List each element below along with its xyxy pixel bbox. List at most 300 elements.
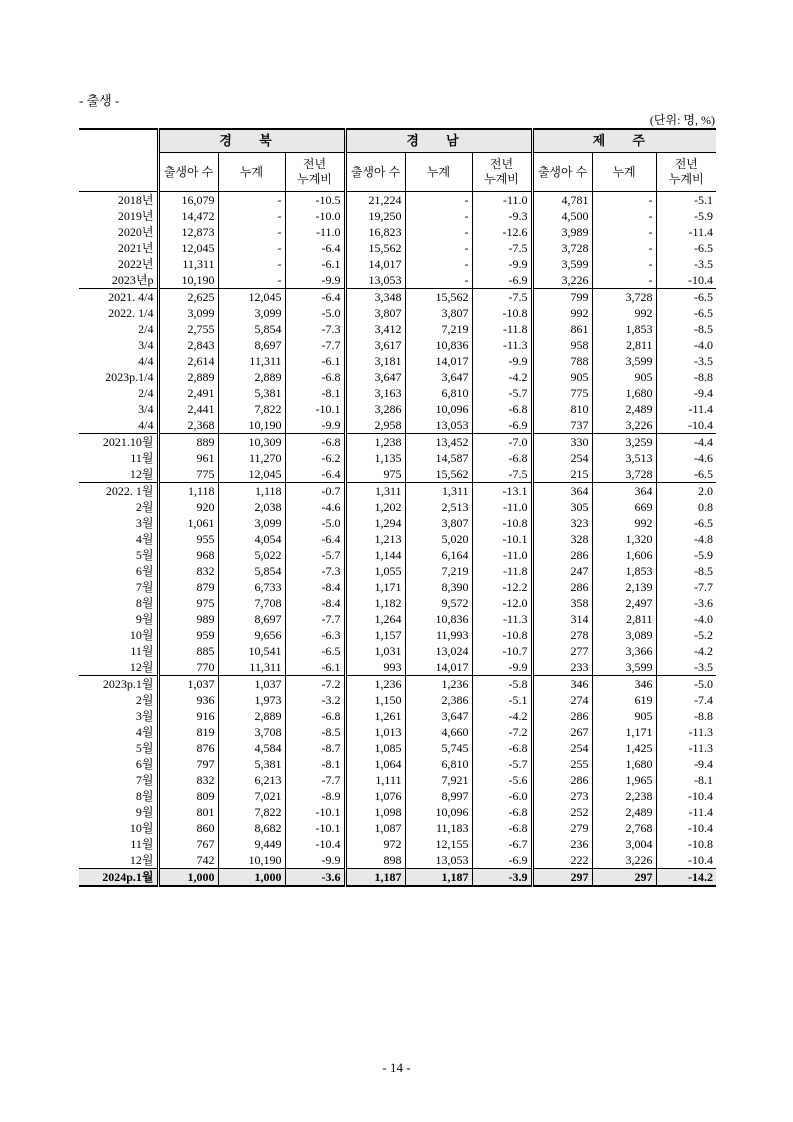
region-jeju: 제 주	[532, 129, 716, 153]
cell-g-1: 10,309	[218, 434, 285, 451]
table-row	[79, 563, 716, 579]
cell-n-1: 2,386	[405, 692, 472, 708]
row-label: 2018년	[117, 193, 154, 207]
cell-n-2: -11.0	[472, 499, 532, 515]
cell-n-1: -	[405, 256, 472, 272]
cell-n-2: -10.8	[472, 627, 532, 643]
cell-g-2: -10.0	[285, 208, 345, 224]
cell-g-2: -6.2	[285, 450, 345, 466]
cell-j-1: 364	[592, 483, 656, 500]
cell-g-2: -10.1	[285, 804, 345, 820]
cell-g-2: -6.4	[285, 240, 345, 256]
cell-n-2: -7.5	[472, 240, 532, 256]
cell-n-2: -6.7	[472, 836, 532, 852]
cell-n-2: -11.8	[472, 321, 532, 337]
cell-n-2: -6.8	[472, 450, 532, 466]
cell-j-0: 861	[532, 321, 592, 337]
cell-j-0: 810	[532, 401, 592, 417]
cell-n-0: 1,064	[345, 756, 405, 772]
cell-g-1: 7,822	[218, 401, 285, 417]
cell-j-2: -5.2	[656, 627, 716, 643]
cell-n-1: 3,647	[405, 708, 472, 724]
cell-j-1: -	[592, 224, 656, 240]
cell-n-1: 9,572	[405, 595, 472, 611]
cell-g-0: 12,045	[158, 240, 218, 256]
cell-g-2: -4.6	[285, 499, 345, 515]
cell-j-1: 992	[592, 515, 656, 531]
cell-j-0: 286	[532, 547, 592, 563]
region-gyeongbuk: 경 북	[158, 129, 345, 153]
table-row	[79, 724, 716, 740]
cell-j-0: 278	[532, 627, 592, 643]
cell-j-0: 247	[532, 563, 592, 579]
cell-n-2: -10.1	[472, 531, 532, 547]
cell-n-0: 1,111	[345, 772, 405, 788]
cell-j-0: 358	[532, 595, 592, 611]
cell-g-1: 4,054	[218, 531, 285, 547]
cell-j-2: -6.5	[656, 289, 716, 306]
cell-g-1: 3,099	[218, 515, 285, 531]
cell-g-0: 860	[158, 820, 218, 836]
cell-g-2: -9.9	[285, 272, 345, 289]
table-row	[79, 547, 716, 563]
cell-n-1: 10,096	[405, 804, 472, 820]
cell-n-0: 1,261	[345, 708, 405, 724]
table-row	[79, 756, 716, 772]
cell-j-0: 364	[532, 483, 592, 500]
cell-j-2: 0.8	[656, 499, 716, 515]
region-header-row	[79, 129, 716, 153]
cell-n-0: 1,187	[345, 869, 405, 887]
table-row	[79, 385, 716, 401]
cell-n-1: -	[405, 240, 472, 256]
row-label: 2022년	[117, 257, 154, 271]
cell-n-1: 2,513	[405, 499, 472, 515]
cell-j-1: 619	[592, 692, 656, 708]
cell-g-2: -3.2	[285, 692, 345, 708]
cell-g-1: 8,697	[218, 337, 285, 353]
cell-g-1: 4,584	[218, 740, 285, 756]
cell-j-2: -10.4	[656, 417, 716, 434]
cell-n-0: 13,053	[345, 272, 405, 289]
row-label: 2022. 1월	[79, 483, 158, 500]
table-row	[79, 417, 716, 434]
row-label: 2/4	[138, 386, 154, 400]
cell-g-0: 876	[158, 740, 218, 756]
cell-j-2: -11.4	[656, 401, 716, 417]
cell-j-0: 323	[532, 515, 592, 531]
cell-j-1: 2,811	[592, 611, 656, 627]
cell-n-0: 1,213	[345, 531, 405, 547]
cell-n-2: -5.1	[472, 692, 532, 708]
row-label: 2019년	[117, 209, 154, 223]
cell-g-1: 7,708	[218, 595, 285, 611]
cell-g-2: -6.1	[285, 256, 345, 272]
cell-n-0: 1,135	[345, 450, 405, 466]
cell-g-1: 3,708	[218, 724, 285, 740]
cell-j-1: -	[592, 240, 656, 256]
cell-n-1: 1,311	[405, 483, 472, 500]
cell-j-2: -10.4	[656, 852, 716, 869]
table-row	[79, 305, 716, 321]
cell-j-2: -9.4	[656, 385, 716, 401]
cell-g-2: -9.9	[285, 417, 345, 434]
cell-j-1: 669	[592, 499, 656, 515]
table-row	[79, 531, 716, 547]
cell-g-1: 9,656	[218, 627, 285, 643]
cell-j-2: -11.4	[656, 804, 716, 820]
cell-g-1: 3,099	[218, 305, 285, 321]
cell-j-2: -6.5	[656, 466, 716, 483]
cell-j-1: 3,366	[592, 643, 656, 659]
cell-j-0: 236	[532, 836, 592, 852]
cell-n-1: 15,562	[405, 466, 472, 483]
row-label: 3월	[135, 709, 154, 723]
cell-n-0: 993	[345, 659, 405, 676]
cell-g-2: -8.9	[285, 788, 345, 804]
row-label: 3월	[135, 516, 154, 530]
table-row	[79, 272, 716, 289]
cell-g-1: -	[218, 272, 285, 289]
cell-n-0: 16,823	[345, 224, 405, 240]
cell-g-2: -7.3	[285, 563, 345, 579]
cell-n-0: 1,294	[345, 515, 405, 531]
cell-j-0: 215	[532, 466, 592, 483]
cell-j-0: 274	[532, 692, 592, 708]
table-row	[79, 256, 716, 272]
table-row	[79, 434, 716, 451]
cell-n-2: -7.5	[472, 466, 532, 483]
cell-g-2: -11.0	[285, 224, 345, 240]
table-row	[79, 401, 716, 417]
cell-n-0: 19,250	[345, 208, 405, 224]
cell-n-0: 21,224	[345, 192, 405, 209]
table-row	[79, 740, 716, 756]
cell-g-1: -	[218, 256, 285, 272]
cell-j-0: 992	[532, 305, 592, 321]
cell-g-2: -6.3	[285, 627, 345, 643]
cell-j-2: -5.0	[656, 676, 716, 693]
cell-n-1: 1,236	[405, 676, 472, 693]
table-row	[79, 483, 716, 500]
cell-j-1: 3,599	[592, 659, 656, 676]
cell-g-1: 10,541	[218, 643, 285, 659]
cell-g-1: 2,889	[218, 369, 285, 385]
cell-j-0: 252	[532, 804, 592, 820]
cell-n-1: 8,390	[405, 579, 472, 595]
cell-g-1: 5,022	[218, 547, 285, 563]
row-label: 10월	[129, 821, 154, 835]
cell-g-1: 11,311	[218, 353, 285, 369]
col-cumulative: 누계	[218, 153, 285, 192]
cell-n-0: 898	[345, 852, 405, 869]
cell-j-0: 958	[532, 337, 592, 353]
cell-n-2: -13.1	[472, 483, 532, 500]
cell-j-2: -6.5	[656, 515, 716, 531]
cell-j-2: -3.5	[656, 659, 716, 676]
cell-n-0: 15,562	[345, 240, 405, 256]
cell-g-1: 6,213	[218, 772, 285, 788]
cell-j-1: -	[592, 208, 656, 224]
cell-j-2: -10.4	[656, 788, 716, 804]
cell-j-2: -9.4	[656, 756, 716, 772]
table-row	[79, 772, 716, 788]
cell-n-2: -5.8	[472, 676, 532, 693]
cell-n-2: -12.2	[472, 579, 532, 595]
row-label: 9월	[135, 612, 154, 626]
table-row	[79, 289, 716, 306]
cell-n-0: 1,238	[345, 434, 405, 451]
cell-n-0: 1,031	[345, 643, 405, 659]
cell-j-0: 233	[532, 659, 592, 676]
cell-g-1: 5,381	[218, 385, 285, 401]
cell-j-2: -5.9	[656, 208, 716, 224]
cell-j-0: 286	[532, 708, 592, 724]
cell-g-1: 1,037	[218, 676, 285, 693]
cell-j-1: 905	[592, 708, 656, 724]
row-label: 11월	[130, 644, 154, 658]
cell-j-2: -6.5	[656, 305, 716, 321]
cell-j-0: 4,781	[532, 192, 592, 209]
cell-j-1: 2,768	[592, 820, 656, 836]
cell-n-2: -6.9	[472, 852, 532, 869]
cell-g-0: 797	[158, 756, 218, 772]
cell-n-0: 3,647	[345, 369, 405, 385]
cell-j-1: 346	[592, 676, 656, 693]
cell-j-2: -3.6	[656, 595, 716, 611]
col-births: 출생아 수	[158, 153, 218, 192]
cell-n-2: -11.0	[472, 192, 532, 209]
cell-j-1: 1,425	[592, 740, 656, 756]
cell-n-1: 13,053	[405, 852, 472, 869]
cell-g-0: 959	[158, 627, 218, 643]
cell-j-2: -14.2	[656, 869, 716, 887]
cell-g-0: 885	[158, 643, 218, 659]
cell-n-2: -9.3	[472, 208, 532, 224]
cell-g-0: 916	[158, 708, 218, 724]
cell-j-2: -8.1	[656, 772, 716, 788]
cell-j-1: 1,680	[592, 756, 656, 772]
cell-g-1: 10,190	[218, 852, 285, 869]
cell-j-1: 2,238	[592, 788, 656, 804]
cell-g-1: 2,038	[218, 499, 285, 515]
cell-j-0: 286	[532, 772, 592, 788]
cell-j-0: 254	[532, 740, 592, 756]
table-row	[79, 192, 716, 209]
cell-n-0: 1,055	[345, 563, 405, 579]
cell-g-0: 10,190	[158, 272, 218, 289]
row-label: 2023p.1월	[79, 676, 158, 693]
cell-j-2: -4.4	[656, 434, 716, 451]
cell-n-1: 15,562	[405, 289, 472, 306]
row-label: 4월	[135, 725, 154, 739]
cell-n-2: -7.0	[472, 434, 532, 451]
row-label: 3/4	[138, 338, 154, 352]
cell-n-1: 6,810	[405, 385, 472, 401]
cell-j-1: 297	[592, 869, 656, 887]
cell-n-0: 1,144	[345, 547, 405, 563]
cell-g-0: 1,037	[158, 676, 218, 693]
cell-n-2: -11.8	[472, 563, 532, 579]
cell-n-1: 14,017	[405, 659, 472, 676]
cell-n-1: 13,452	[405, 434, 472, 451]
cell-g-2: -5.0	[285, 515, 345, 531]
cell-j-1: 2,811	[592, 337, 656, 353]
cell-g-0: 975	[158, 595, 218, 611]
cell-n-0: 1,150	[345, 692, 405, 708]
cell-g-2: -6.4	[285, 289, 345, 306]
cell-n-2: -6.9	[472, 417, 532, 434]
cell-n-0: 1,076	[345, 788, 405, 804]
cell-g-2: -5.7	[285, 547, 345, 563]
cell-j-2: -6.5	[656, 240, 716, 256]
cell-n-1: 7,219	[405, 321, 472, 337]
cell-j-2: -7.7	[656, 579, 716, 595]
cell-n-0: 975	[345, 466, 405, 483]
cell-j-1: 3,089	[592, 627, 656, 643]
cell-n-0: 3,181	[345, 353, 405, 369]
cell-g-2: -9.9	[285, 852, 345, 869]
cell-g-1: 5,854	[218, 321, 285, 337]
cell-n-0: 2,958	[345, 417, 405, 434]
row-label: 9월	[135, 805, 154, 819]
row-label: 2023p.1/4	[105, 370, 154, 384]
cell-j-2: -8.8	[656, 708, 716, 724]
cell-g-0: 1,118	[158, 483, 218, 500]
table-row	[79, 450, 716, 466]
cell-n-0: 1,085	[345, 740, 405, 756]
cell-j-2: -8.5	[656, 321, 716, 337]
cell-j-0: 3,728	[532, 240, 592, 256]
cell-g-1: 1,000	[218, 869, 285, 887]
table-row	[79, 208, 716, 224]
cell-j-1: 2,139	[592, 579, 656, 595]
row-label: 6월	[135, 564, 154, 578]
cell-j-1: 2,489	[592, 401, 656, 417]
column-header-row	[79, 153, 716, 192]
cell-n-1: 5,020	[405, 531, 472, 547]
cell-n-2: -12.0	[472, 595, 532, 611]
cell-g-2: -6.8	[285, 369, 345, 385]
cell-j-2: -4.8	[656, 531, 716, 547]
cell-n-2: -6.0	[472, 788, 532, 804]
cell-n-0: 1,236	[345, 676, 405, 693]
cell-g-0: 11,311	[158, 256, 218, 272]
cell-g-0: 968	[158, 547, 218, 563]
row-label: 11월	[130, 451, 154, 465]
cell-g-2: -3.6	[285, 869, 345, 887]
section-title: - 출생 -	[79, 93, 120, 108]
table-row	[79, 852, 716, 869]
cell-j-1: 1,680	[592, 385, 656, 401]
cell-g-2: -7.7	[285, 611, 345, 627]
col-yoy: 전년 누계비	[285, 153, 345, 192]
row-label: 7월	[135, 773, 154, 787]
cell-n-2: -10.8	[472, 515, 532, 531]
cell-j-0: 254	[532, 450, 592, 466]
cell-n-0: 3,286	[345, 401, 405, 417]
cell-j-0: 330	[532, 434, 592, 451]
cell-j-1: 905	[592, 369, 656, 385]
table-row	[79, 627, 716, 643]
cell-g-1: 5,381	[218, 756, 285, 772]
cell-n-1: 14,017	[405, 353, 472, 369]
table-row	[79, 692, 716, 708]
cell-j-0: 775	[532, 385, 592, 401]
table-row	[79, 676, 716, 693]
cell-n-0: 1,087	[345, 820, 405, 836]
row-label: 12월	[129, 853, 154, 867]
cell-j-0: 788	[532, 353, 592, 369]
col-births: 출생아 수	[532, 153, 592, 192]
col-cumulative: 누계	[592, 153, 656, 192]
cell-n-0: 3,412	[345, 321, 405, 337]
cell-g-2: -6.8	[285, 708, 345, 724]
cell-n-0: 1,311	[345, 483, 405, 500]
row-label: 5월	[135, 548, 154, 562]
cell-g-2: -7.3	[285, 321, 345, 337]
cell-j-0: 3,599	[532, 256, 592, 272]
cell-g-2: -7.7	[285, 337, 345, 353]
cell-g-2: -8.4	[285, 595, 345, 611]
cell-n-0: 3,807	[345, 305, 405, 321]
row-label: 2022. 1/4	[108, 306, 154, 320]
cell-n-0: 1,182	[345, 595, 405, 611]
cell-n-2: -6.8	[472, 804, 532, 820]
cell-g-0: 2,625	[158, 289, 218, 306]
cell-j-0: 286	[532, 579, 592, 595]
cell-n-1: 10,836	[405, 611, 472, 627]
cell-g-0: 819	[158, 724, 218, 740]
cell-g-1: 12,045	[218, 466, 285, 483]
cell-j-2: -3.5	[656, 353, 716, 369]
cell-g-1: 7,021	[218, 788, 285, 804]
cell-j-2: -4.0	[656, 611, 716, 627]
table-row	[79, 515, 716, 531]
cell-g-2: -7.2	[285, 676, 345, 693]
cell-j-2: -4.6	[656, 450, 716, 466]
cell-j-1: 3,226	[592, 417, 656, 434]
cell-g-1: 9,449	[218, 836, 285, 852]
cell-j-0: 297	[532, 869, 592, 887]
cell-n-2: -10.7	[472, 643, 532, 659]
table-row	[79, 643, 716, 659]
cell-n-1: 10,096	[405, 401, 472, 417]
cell-j-0: 905	[532, 369, 592, 385]
cell-g-0: 936	[158, 692, 218, 708]
cell-j-1: 1,320	[592, 531, 656, 547]
cell-j-1: 3,599	[592, 353, 656, 369]
cell-n-2: -10.8	[472, 305, 532, 321]
cell-g-0: 955	[158, 531, 218, 547]
cell-n-0: 1,157	[345, 627, 405, 643]
cell-g-0: 742	[158, 852, 218, 869]
cell-n-1: -	[405, 224, 472, 240]
cell-g-0: 2,843	[158, 337, 218, 353]
cell-n-1: 13,024	[405, 643, 472, 659]
cell-n-0: 1,264	[345, 611, 405, 627]
cell-j-1: 1,171	[592, 724, 656, 740]
cell-j-0: 346	[532, 676, 592, 693]
cell-n-1: 13,053	[405, 417, 472, 434]
cell-n-2: -7.5	[472, 289, 532, 306]
cell-g-0: 832	[158, 563, 218, 579]
cell-j-0: 222	[532, 852, 592, 869]
cell-n-2: -9.9	[472, 256, 532, 272]
cell-g-0: 770	[158, 659, 218, 676]
cell-n-2: -5.7	[472, 756, 532, 772]
cell-n-1: 6,810	[405, 756, 472, 772]
